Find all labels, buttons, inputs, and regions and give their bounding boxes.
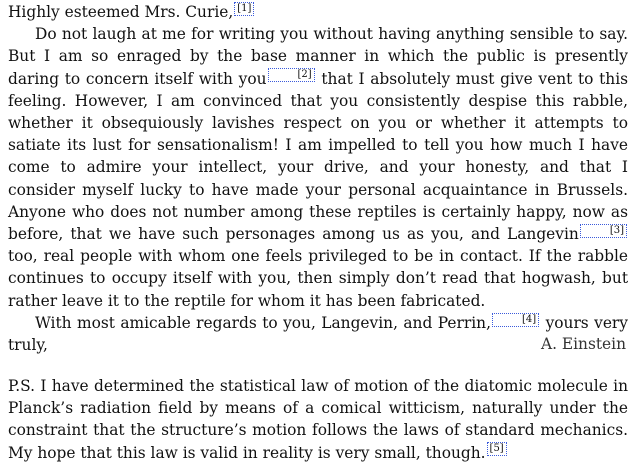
paragraph-1-text-a: Do not laugh at me for writing you without having anything sensible to say. But I am so enraged by the base manner in which the public is presently daring to concern itself with you <box>8 25 628 88</box>
letter-greeting <box>8 0 628 23</box>
signature: A. Einstein <box>541 335 626 353</box>
letter-closing <box>8 312 628 356</box>
letter-paragraph-1 <box>8 23 628 312</box>
footnote-ref-1[interactable]: [1] <box>234 2 254 16</box>
paragraph-1-text-b: that I absolutely must give vent to this feeling. However, I am convinced that you consistently despise this rabble, whether it obsequiously lavishes respect on you or whether it attempts to satiate its lust for sensationalism! I am impelled to tell you how much I have come to admire your intellect, your drive, and your honesty, and that I consider myself lucky to have made your personal acquaintance in Brussels. Anyone who does not number among these reptiles is certainly happy, now as before, that we have such personages among us as you, and Langevin <box>8 69 629 244</box>
letter-body <box>8 23 628 356</box>
closing-text-a: With most amicable regards to you, Langevin, and Perrin, <box>35 313 491 332</box>
footnote-ref-3[interactable]: [3] <box>580 224 627 238</box>
postscript <box>8 375 628 464</box>
footnote-ref-2[interactable]: [2] <box>268 68 315 82</box>
closing-text-b: yours very truly, <box>8 313 628 355</box>
footnote-ref-5[interactable]: [5] <box>487 442 507 456</box>
footnote-ref-4[interactable]: [4] <box>492 313 539 327</box>
postscript-text: P.S. I have determined the statistical law of motion of the diatomic molecule in Planck’s radiation field by means of a comical witticism, naturally under the constraint that the structure’s motion follows the laws of standard mechanics. My hope that this law is valid in reality is very small, though. <box>8 377 628 462</box>
paragraph-1-text-c: too, real people with whom one feels privileged to be in contact. If the rabble continues to occupy itself with you, then simply don’t read that hogwash, but rather leave it to the reptile for whom it has been fabricated. <box>8 247 628 310</box>
greeting-text: Highly esteemed Mrs. Curie, <box>8 3 234 21</box>
